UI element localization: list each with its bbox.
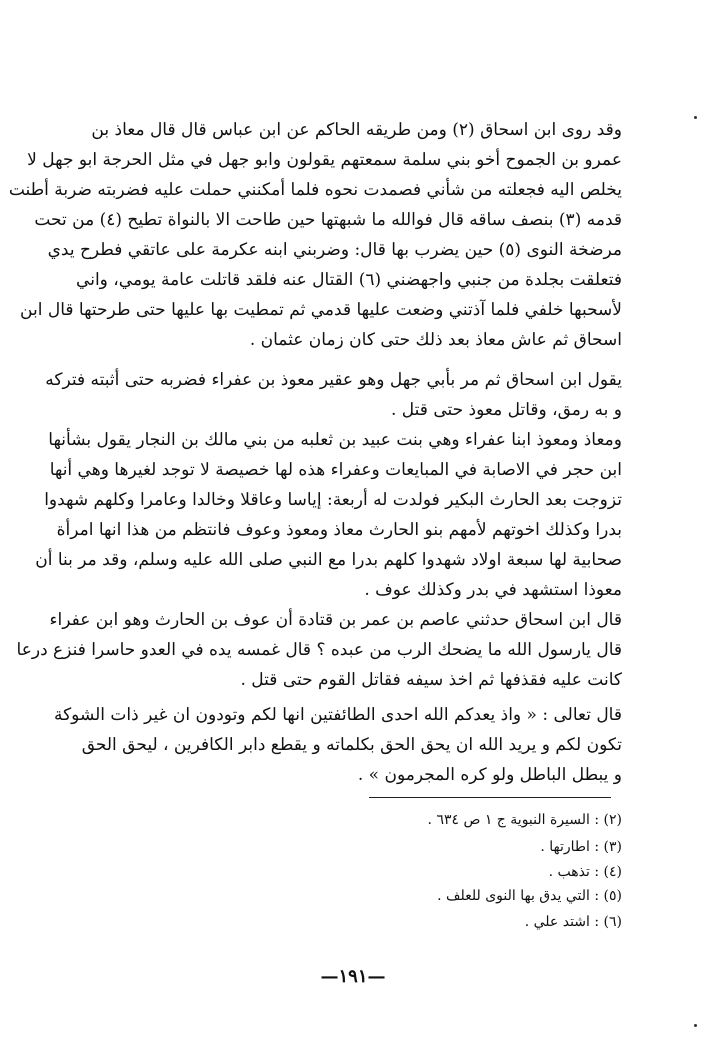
body-line: يخلص اليه فجعلته من شأني فصمدت نحوه فلما أمكنني حملت عليه فضربته ضربة أطنت	[8, 180, 622, 200]
body-line: تزوجت بعد الحارث البكير فولدت له أربعة: إياسا وعاقلا وخالدا وعامرا وكلهم شهدوا	[44, 490, 622, 510]
body-line: مرضخة النوى (٥) حين يضرب بها قال: وضربني ابنه عكرمة على عاتقي فطرح يدي	[47, 240, 622, 260]
body-line: ابن حجر في الاصابة في المبايعات وعفراء هذه لها خصيصة لا توجد لغيرها وهي أنها	[49, 460, 622, 480]
footnote: (٣) : اطارتها .	[540, 839, 622, 855]
scan-speck	[694, 116, 697, 119]
body-line: قال ابن اسحاق حدثني عاصم بن عمر بن قتادة أن عوف بن الحارث وهو ابن عفراء	[49, 610, 622, 630]
footnote: (٢) : السيرة النبوية ج ١ ص ٦٣٤ .	[427, 812, 622, 828]
body-line: يقول ابن اسحاق ثم مر بأبي جهل وهو عقير معوذ بن عفراء فضربه حتى أثبته فتركه	[45, 370, 622, 390]
body-line: تكون لكم و يريد الله ان يحق الحق بكلماته و يقطع دابر الكافرين ، ليحق الحق	[81, 735, 622, 755]
body-line: وقد روى ابن اسحاق (٢) ومن طريقه الحاكم عن ابن عباس قال قال معاذ بن	[91, 120, 622, 140]
scan-speck	[694, 1024, 697, 1027]
footnote: (٥) : التي يدق بها النوى للعلف .	[437, 888, 622, 904]
body-line: كانت عليه فقذفها ثم اخذ سيفه فقاتل القوم حتى قتل .	[240, 670, 622, 690]
body-line: و يبطل الباطل ولو كره المجرمون » .	[357, 765, 622, 785]
body-line: قدمه (٣) بنصف ساقه قال فوالله ما شبهتها حين طاحت الا بالنواة تطيح (٤) من تحت	[34, 210, 622, 230]
body-line: و به رمق، وقاتل معوذ حتى قتل .	[391, 400, 622, 420]
body-line: فتعلقت بجلدة من جنبي واجهضني (٦) القتال عنه فلقد قاتلت عامة يومي، واني	[76, 270, 622, 290]
body-line: عمرو بن الجموح أخو بني سلمة سمعتهم يقولون وابو جهل في مثل الحرجة ابو جهل لا	[27, 150, 622, 170]
page-number: —١٩١—	[320, 966, 386, 987]
body-line: قال تعالى : « واذ يعدكم الله احدى الطائفتين انها لكم وتودون ان غير ذات الشوكة	[53, 705, 622, 725]
body-line: بدرا وكذلك اخوتهم لأمهم بنو الحارث معاذ ومعوذ وعوف فانتظم من هذا انها امرأة	[56, 520, 622, 540]
footnote: (٤) : تذهب .	[548, 864, 622, 880]
footnote-divider	[369, 797, 611, 798]
body-line: لأسحبها خلفي فلما آذتني وضعت عليها قدمي ثم تمطيت بها عليها حتى طرحتها قال ابن	[20, 300, 622, 320]
body-line: اسحاق ثم عاش معاذ بعد ذلك حتى كان زمان عثمان .	[249, 330, 622, 350]
body-line: قال يارسول الله ما يضحك الرب من عبده ؟ قال غمسه يده في العدو حاسرا فنزع درعا	[16, 640, 622, 660]
footnote: (٦) : اشتد علي .	[524, 914, 622, 930]
body-line: ومعاذ ومعوذ ابنا عفراء وهي بنت عبيد بن ثعلبه من بني مالك بن النجار يقول بشأنها	[48, 430, 622, 450]
body-line: صحابية لها سبعة اولاد شهدوا كلهم بدرا مع النبي صلى الله عليه وسلم، وقد مر بنا أن	[35, 550, 622, 570]
body-line: معوذا استشهد في بدر وكذلك عوف .	[364, 580, 622, 600]
